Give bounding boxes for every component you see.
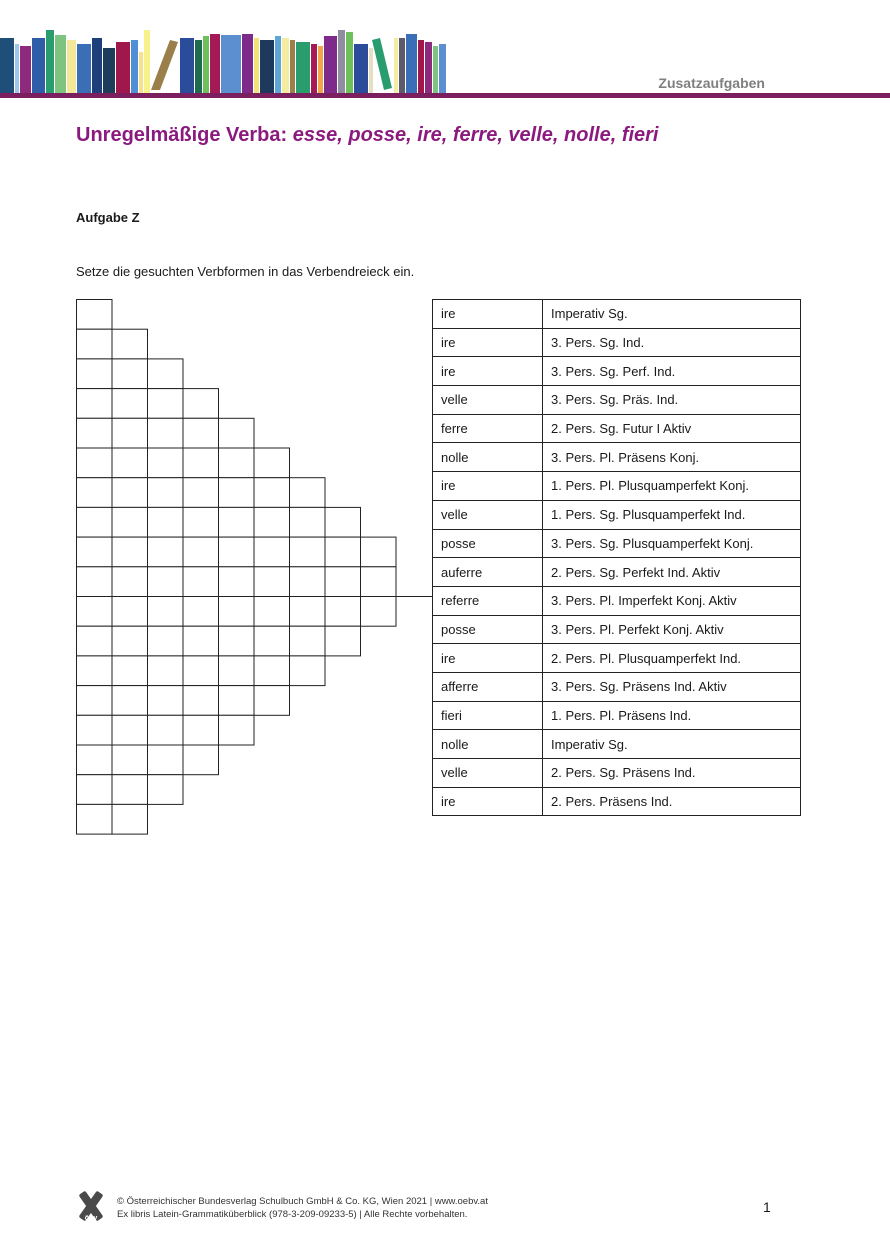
clue-verb: ire xyxy=(433,300,543,329)
clue-form: 1. Pers. Pl. Plusquamperfekt Konj. xyxy=(543,472,801,501)
triangle-cell[interactable] xyxy=(183,686,219,716)
triangle-cell[interactable] xyxy=(112,686,148,716)
triangle-cell[interactable] xyxy=(112,537,148,567)
clue-form: 3. Pers. Pl. Präsens Konj. xyxy=(543,443,801,472)
triangle-cell[interactable] xyxy=(183,745,219,775)
triangle-cell[interactable] xyxy=(361,567,397,597)
clue-verb: auferre xyxy=(433,558,543,587)
clue-verb: referre xyxy=(433,586,543,615)
triangle-cell[interactable] xyxy=(183,507,219,537)
clue-form: 3. Pers. Pl. Imperfekt Konj. Aktiv xyxy=(543,586,801,615)
triangle-cell[interactable] xyxy=(77,359,113,389)
triangle-cell[interactable] xyxy=(361,537,397,567)
triangle-cell[interactable] xyxy=(77,745,113,775)
clue-form: 1. Pers. Sg. Plusquamperfekt Ind. xyxy=(543,500,801,529)
triangle-cell[interactable] xyxy=(148,656,184,686)
clue-verb: velle xyxy=(433,386,543,415)
clue-verb: nolle xyxy=(433,730,543,759)
triangle-cell[interactable] xyxy=(254,656,290,686)
clue-row xyxy=(433,443,801,472)
triangle-cell[interactable] xyxy=(148,715,184,745)
triangle-cell[interactable] xyxy=(148,626,184,656)
triangle-cell[interactable] xyxy=(325,597,361,627)
clue-verb: ire xyxy=(433,357,543,386)
triangle-cell[interactable] xyxy=(219,656,255,686)
triangle-cell[interactable] xyxy=(290,656,326,686)
triangle-cell[interactable] xyxy=(77,329,113,359)
clue-form: 1. Pers. Pl. Präsens Ind. xyxy=(543,701,801,730)
publisher-logo xyxy=(76,1190,106,1222)
triangle-cell[interactable] xyxy=(77,656,113,686)
triangle-cell[interactable] xyxy=(219,537,255,567)
clue-row xyxy=(433,357,801,386)
triangle-cell[interactable] xyxy=(112,359,148,389)
clue-form: 3. Pers. Sg. Ind. xyxy=(543,328,801,357)
clue-row xyxy=(433,529,801,558)
title-prefix: Unregelmäßige Verba: xyxy=(76,124,288,146)
triangle-cell[interactable] xyxy=(290,597,326,627)
triangle-cell[interactable] xyxy=(219,507,255,537)
page-number: 1 xyxy=(763,1199,771,1215)
triangle-cell[interactable] xyxy=(183,567,219,597)
clue-verb: posse xyxy=(433,529,543,558)
triangle-cell[interactable] xyxy=(77,418,113,448)
triangle-cell[interactable] xyxy=(219,597,255,627)
clue-form: Imperativ Sg. xyxy=(543,300,801,329)
clue-row xyxy=(433,500,801,529)
clue-form: 2. Pers. Pl. Plusquamperfekt Ind. xyxy=(543,644,801,673)
triangle-cell[interactable] xyxy=(183,537,219,567)
triangle-cell[interactable] xyxy=(77,597,113,627)
clue-verb: ire xyxy=(433,787,543,816)
clue-form: 2. Pers. Sg. Präsens Ind. xyxy=(543,759,801,788)
clue-verb: posse xyxy=(433,615,543,644)
triangle-cell[interactable] xyxy=(112,448,148,478)
triangle-cell[interactable] xyxy=(254,626,290,656)
clue-row xyxy=(433,300,801,329)
triangle-cell[interactable] xyxy=(112,715,148,745)
clue-row xyxy=(433,586,801,615)
triangle-cell[interactable] xyxy=(183,715,219,745)
triangle-cell[interactable] xyxy=(290,507,326,537)
triangle-cell[interactable] xyxy=(219,715,255,745)
clue-row xyxy=(433,472,801,501)
triangle-cell[interactable] xyxy=(183,597,219,627)
triangle-cell[interactable] xyxy=(219,567,255,597)
triangle-cell[interactable] xyxy=(112,329,148,359)
triangle-cell[interactable] xyxy=(183,418,219,448)
triangle-cell[interactable] xyxy=(77,804,113,834)
clue-verb: fieri xyxy=(433,701,543,730)
clue-form: Imperativ Sg. xyxy=(543,730,801,759)
triangle-cell[interactable] xyxy=(112,775,148,805)
triangle-cell[interactable] xyxy=(361,597,397,627)
triangle-cell[interactable] xyxy=(148,686,184,716)
triangle-cell[interactable] xyxy=(112,567,148,597)
triangle-cell[interactable] xyxy=(254,597,290,627)
clue-row xyxy=(433,414,801,443)
triangle-cell[interactable] xyxy=(148,478,184,508)
triangle-cell[interactable] xyxy=(112,418,148,448)
triangle-cell[interactable] xyxy=(254,507,290,537)
section-label: Zusatzaufgaben xyxy=(658,75,765,91)
triangle-cell[interactable] xyxy=(77,626,113,656)
triangle-cell[interactable] xyxy=(325,626,361,656)
triangle-cell[interactable] xyxy=(183,389,219,419)
clue-verb: nolle xyxy=(433,443,543,472)
clue-verb: ire xyxy=(433,328,543,357)
triangle-cell[interactable] xyxy=(254,686,290,716)
clue-form: 2. Pers. Präsens Ind. xyxy=(543,787,801,816)
triangle-cell[interactable] xyxy=(219,478,255,508)
triangle-cell[interactable] xyxy=(325,567,361,597)
triangle-cell[interactable] xyxy=(148,448,184,478)
triangle-cell[interactable] xyxy=(112,626,148,656)
triangle-cell[interactable] xyxy=(148,567,184,597)
triangle-cell[interactable] xyxy=(219,448,255,478)
clue-verb: ferre xyxy=(433,414,543,443)
clue-row xyxy=(433,558,801,587)
triangle-cell[interactable] xyxy=(183,626,219,656)
triangle-cell[interactable] xyxy=(290,537,326,567)
triangle-cell[interactable] xyxy=(325,537,361,567)
logo-text: öbv xyxy=(84,1215,98,1222)
clue-row xyxy=(433,615,801,644)
footer-copyright: © Österreichischer Bundesverlag Schulbuch GmbH & Co. KG, Wien 2021 | www.oebv.at xyxy=(117,1196,488,1207)
triangle-cell[interactable] xyxy=(219,418,255,448)
clue-form: 3. Pers. Sg. Plusquamperfekt Konj. xyxy=(543,529,801,558)
triangle-cell[interactable] xyxy=(77,715,113,745)
triangle-cell[interactable] xyxy=(77,686,113,716)
clue-row xyxy=(433,730,801,759)
triangle-cell[interactable] xyxy=(77,567,113,597)
triangle-cell[interactable] xyxy=(77,537,113,567)
clue-row xyxy=(433,672,801,701)
triangle-cell[interactable] xyxy=(254,448,290,478)
triangle-cell[interactable] xyxy=(290,626,326,656)
clue-form: 3. Pers. Pl. Perfekt Konj. Aktiv xyxy=(543,615,801,644)
triangle-cell[interactable] xyxy=(112,507,148,537)
footer-text xyxy=(117,1195,488,1221)
triangle-cell[interactable] xyxy=(148,389,184,419)
triangle-cell[interactable] xyxy=(290,567,326,597)
triangle-cell[interactable] xyxy=(183,656,219,686)
triangle-cell[interactable] xyxy=(112,656,148,686)
clue-verb: ire xyxy=(433,644,543,673)
clue-form: 3. Pers. Sg. Präsens Ind. Aktiv xyxy=(543,672,801,701)
triangle-cell[interactable] xyxy=(148,745,184,775)
triangle-cell[interactable] xyxy=(112,478,148,508)
triangle-cell[interactable] xyxy=(254,537,290,567)
triangle-cell[interactable] xyxy=(183,448,219,478)
triangle-cell[interactable] xyxy=(325,507,361,537)
clue-row xyxy=(433,328,801,357)
title-verbs: esse, posse, ire, ferre, velle, nolle, fieri xyxy=(292,124,659,146)
clue-row xyxy=(433,386,801,415)
clue-row xyxy=(433,644,801,673)
task-heading: Aufgabe Z xyxy=(76,210,140,225)
clue-table xyxy=(432,299,801,816)
clue-verb: afferre xyxy=(433,672,543,701)
clue-form: 3. Pers. Sg. Perf. Ind. xyxy=(543,357,801,386)
triangle-cell[interactable] xyxy=(290,478,326,508)
triangle-cell[interactable] xyxy=(77,507,113,537)
triangle-cell[interactable] xyxy=(112,804,148,834)
clue-verb: velle xyxy=(433,500,543,529)
triangle-cell[interactable] xyxy=(148,597,184,627)
triangle-cell[interactable] xyxy=(77,448,113,478)
triangle-cell[interactable] xyxy=(148,775,184,805)
triangle-cell[interactable] xyxy=(148,507,184,537)
clue-verb: ire xyxy=(433,472,543,501)
triangle-cell[interactable] xyxy=(77,478,113,508)
triangle-cell[interactable] xyxy=(77,300,113,330)
triangle-cell[interactable] xyxy=(254,567,290,597)
triangle-cell[interactable] xyxy=(219,626,255,656)
footer-book: Ex libris Latein-Grammatiküberblick (978-3-209-09233-5) | Alle Rechte vorbehalten. xyxy=(117,1209,468,1220)
triangle-cell[interactable] xyxy=(183,478,219,508)
triangle-cell[interactable] xyxy=(77,775,113,805)
clue-form: 3. Pers. Sg. Präs. Ind. xyxy=(543,386,801,415)
triangle-cell[interactable] xyxy=(148,359,184,389)
clue-row xyxy=(433,787,801,816)
clue-form: 2. Pers. Sg. Perfekt Ind. Aktiv xyxy=(543,558,801,587)
clue-verb: velle xyxy=(433,759,543,788)
clue-row xyxy=(433,701,801,730)
clue-form: 2. Pers. Sg. Futur I Aktiv xyxy=(543,414,801,443)
triangle-cell[interactable] xyxy=(219,686,255,716)
triangle-cell[interactable] xyxy=(148,418,184,448)
triangle-cell[interactable] xyxy=(112,389,148,419)
triangle-cell[interactable] xyxy=(112,745,148,775)
task-instruction: Setze die gesuchten Verbformen in das Verbendreieck ein. xyxy=(76,264,415,279)
clue-row xyxy=(433,759,801,788)
triangle-cell[interactable] xyxy=(112,597,148,627)
triangle-cell[interactable] xyxy=(148,537,184,567)
triangle-cell[interactable] xyxy=(77,389,113,419)
triangle-cell[interactable] xyxy=(254,478,290,508)
